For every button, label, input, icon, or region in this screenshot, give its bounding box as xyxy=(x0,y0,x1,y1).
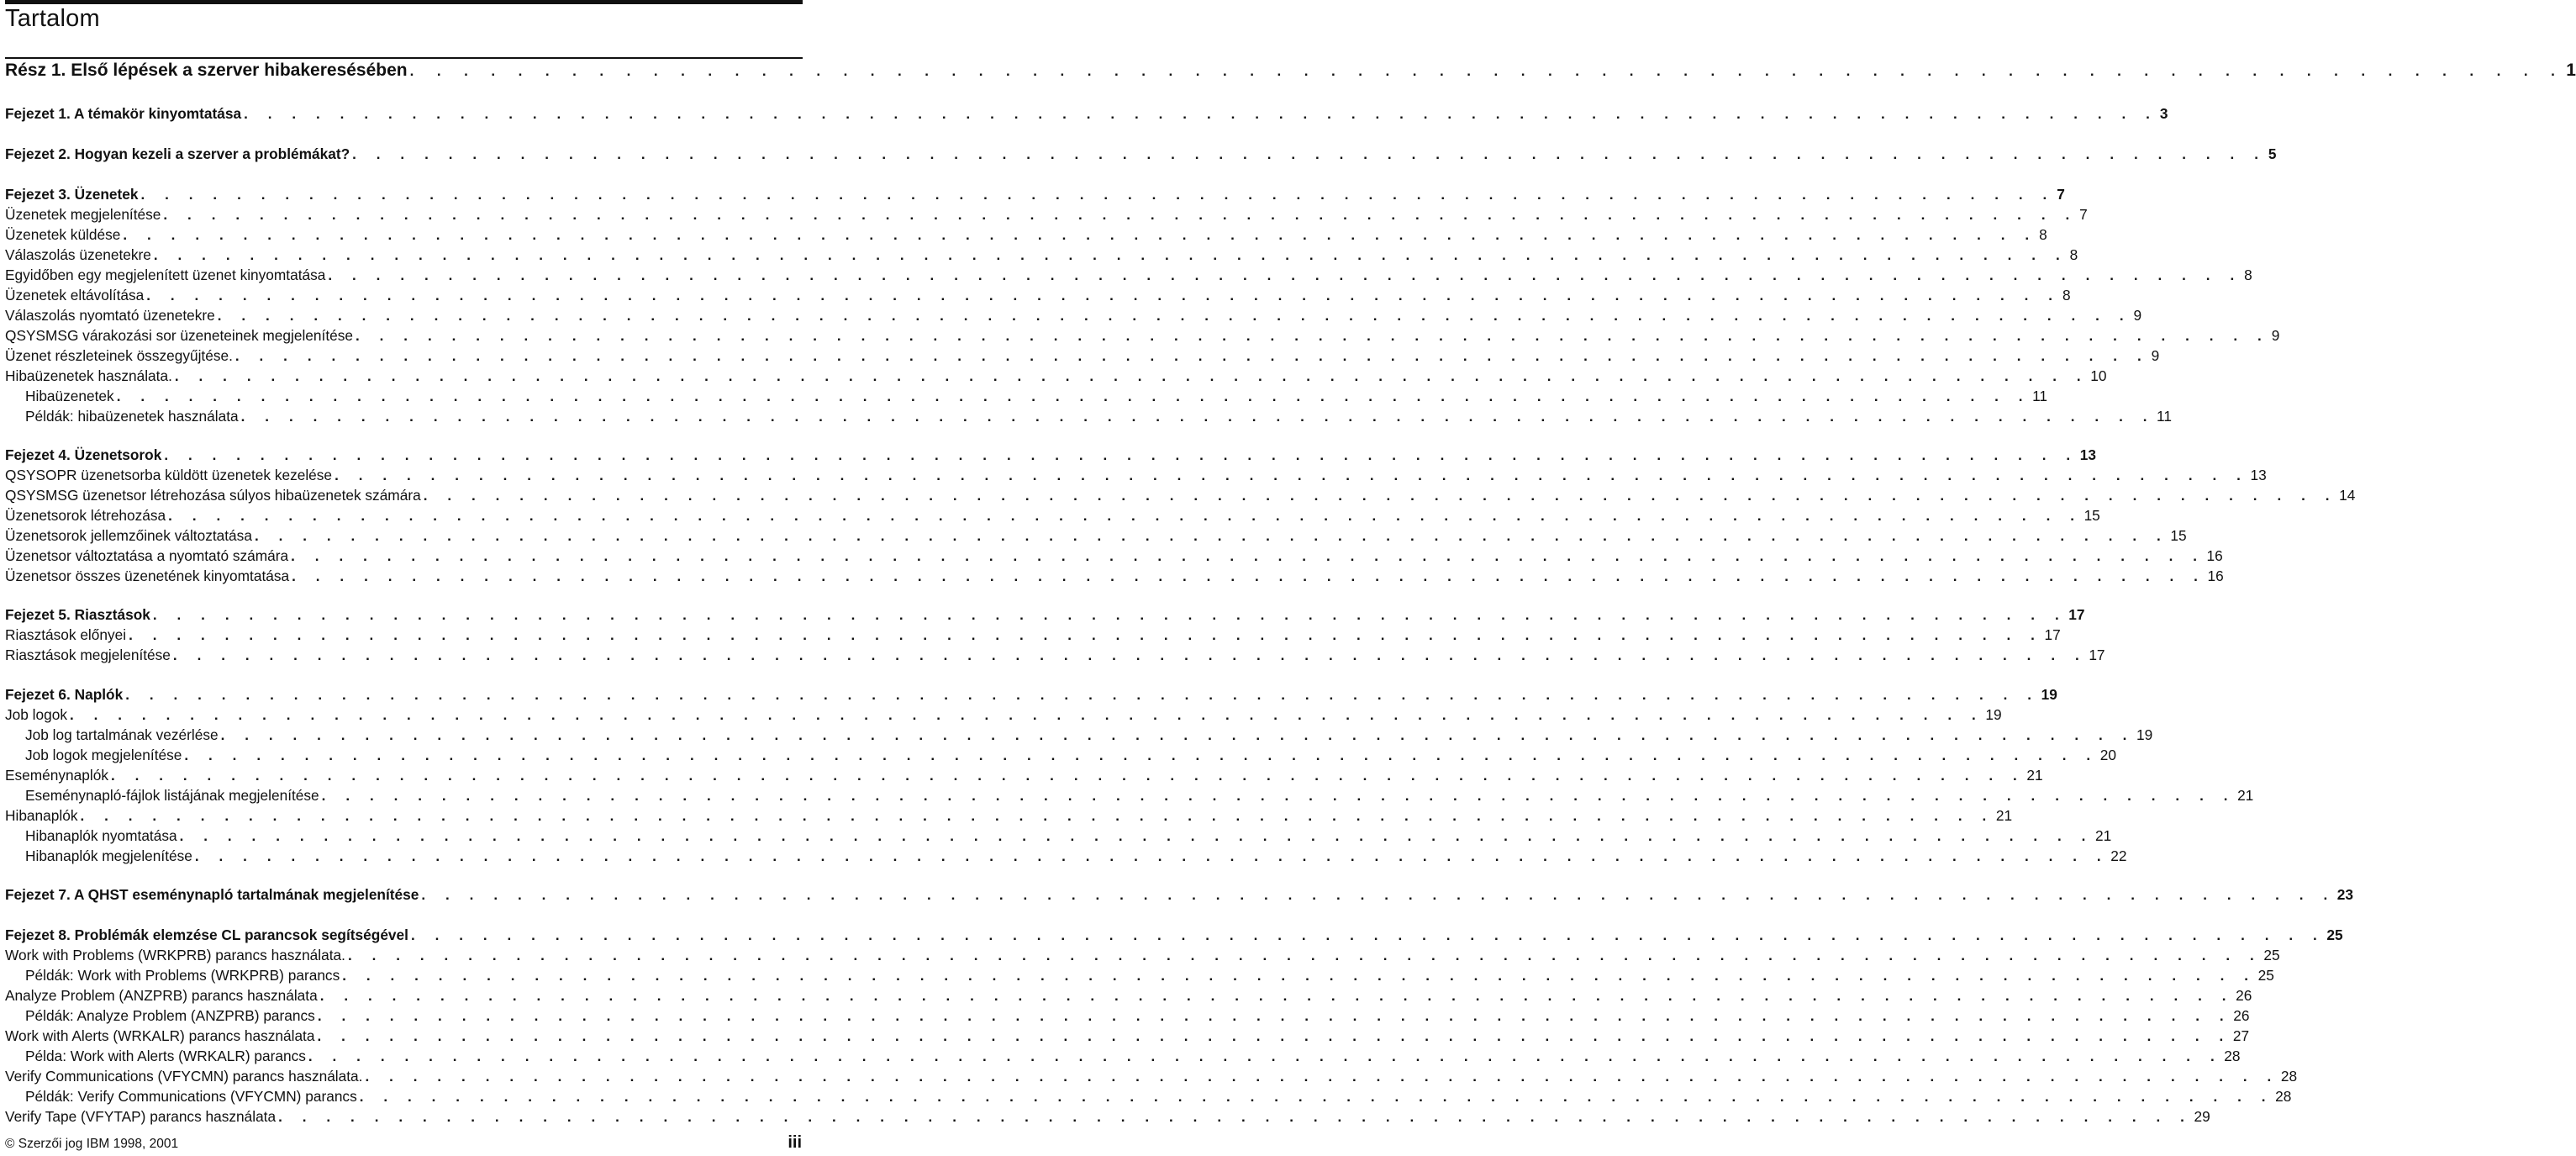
dot-leader: . . . . . . . . . . . . . . . . . . . . . . . . . . . . . . . . . . . . . . . . . . . . . . . . . . . . . . . . . . . . . . . . . . . . . . . . . . . . . . . . xyxy=(359,1089,2274,1105)
toc-entry-label: Üzenetsorok létrehozása xyxy=(5,507,166,524)
toc-subentry[interactable] xyxy=(25,785,2254,805)
dot-leader: . . . . . . . . . . . . . . . . . . . . . . . . . . . . . . . . . . . . . . . . . . . . . . . . . . . . . . . . . . . . . . . . . . . . . . . . . . . . . . . . xyxy=(80,808,1994,824)
dot-leader: . . . . . . . . . . . . . . . . . . . . . . . . . . . . . . . . . . . . . . . . . . . . . . . . . . . . . . . . . . . . . . . . . . . . . . . . . . . . . . . . xyxy=(421,887,2336,903)
dot-leader: . . . . . . . . . . . . . . . . . . . . . . . . . . . . . . . . . . . . . . . . . . . . . . . . . . . . . . . . . . . . . . . . . . . . . . . . . . . . . . . . xyxy=(164,447,2078,463)
toc-entry-label: Job logok megjelenítése xyxy=(25,747,182,763)
toc-entry[interactable] xyxy=(5,224,2047,245)
toc-entry-label: Üzenetsorok jellemzőinek változtatása xyxy=(5,527,252,544)
copyright-notice: © Szerzői jog IBM 1998, 2001 xyxy=(5,1137,179,1151)
toc-entry-label: Job log tartalmának vezérlése xyxy=(25,726,219,743)
toc-entry[interactable] xyxy=(5,485,2356,505)
dot-leader: . . . . . . . . . . . . . . . . . . . . . . . . . . . . . . . . . . . . . . . . . . . . . . . . . . . . . . . . . . . . . . . . . . . . . . . . . . . . . . . . xyxy=(184,747,2099,763)
toc-entry-label: Hibanaplók nyomtatása xyxy=(25,827,177,844)
dot-leader: . . . . . . . . . . . . . . . . . . . . . . . . . . . . . . . . . . . . . . . . . . . . . . . . . . . . . . . . . . . . . . . . . . . . . . . . . . . . . . . . xyxy=(342,968,2257,984)
toc-entry-page: 25 xyxy=(2263,947,2280,963)
toc-entry-label: Riasztások előnyei xyxy=(5,626,127,643)
toc-entry-label: Fejezet 4. Üzenetsorok xyxy=(5,446,162,463)
toc-entry-label: Job logok xyxy=(5,706,67,723)
toc-entry-label: Fejezet 3. Üzenetek xyxy=(5,186,139,203)
toc-entry-page: 26 xyxy=(2236,987,2252,1004)
toc-entry[interactable] xyxy=(5,305,2142,325)
toc-entry-label: QSYSMSG üzenetsor létrehozása súlyos hibaüzenetek számára xyxy=(5,487,421,504)
toc-entry-label: Üzenetek eltávolítása xyxy=(5,287,145,304)
toc-entry-label: Példák: Work with Problems (WRKPRB) parancs xyxy=(25,967,340,984)
toc-entry[interactable] xyxy=(5,525,2187,546)
dot-leader: . . . . . . . . . . . . . . . . . . . . . . . . . . . . . . . . . . . . . . . . . . . . . . . . . . . . . . . . . . . . . . . . . . . . . . . . . . . . . . . . xyxy=(409,63,2565,79)
toc-entry-label: Fejezet 5. Riasztások xyxy=(5,606,150,623)
toc-entry-label: Üzenetek megjelenítése xyxy=(5,206,161,223)
dot-leader: . . . . . . . . . . . . . . . . . . . . . . . . . . . . . . . . . . . . . . . . . . . . . . . . . . . . . . . . . . . . . . . . . . . . . . . . . . . . . . . . xyxy=(129,627,2043,643)
toc-subentry[interactable] xyxy=(25,1086,2292,1106)
page-title: Tartalom xyxy=(5,5,100,32)
toc-entry-label: Riasztások megjelenítése xyxy=(5,647,171,663)
toc-entry-label: Fejezet 1. A témakör kinyomtatása xyxy=(5,105,242,122)
dot-leader: . . . . . . . . . . . . . . . . . . . . . . . . . . . . . . . . . . . . . . . . . . . . . . . . . . . . . . . . . . . . . . . . . . . . . . . . . . . . . . . . xyxy=(153,247,2068,263)
toc-entry-page: 21 xyxy=(2237,787,2254,804)
toc-entry-page: 9 xyxy=(2271,327,2280,344)
dot-leader: . . . . . . . . . . . . . . . . . . . . . . . . . . . . . . . . . . . . . . . . . . . . . . . . . . . . . . . . . . . . . . . . . . . . . . . . . . . . . . . . xyxy=(291,548,2205,564)
toc-entry-page: 21 xyxy=(2026,767,2043,784)
toc-entry-label: Hibaüzenetek xyxy=(25,388,114,404)
toc-entry-label: Hibanaplók megjelenítése xyxy=(25,847,192,864)
dot-leader: . . . . . . . . . . . . . . . . . . . . . . . . . . . . . . . . . . . . . . . . . . . . . . . . . . . . . . . . . . . . . . . . . . . . . . . . . . . . . . . . xyxy=(116,388,2031,404)
toc-entry-page: 23 xyxy=(2336,886,2354,903)
toc-entry-page: 1 xyxy=(2566,61,2576,80)
toc-entry-page: 19 xyxy=(2136,726,2153,743)
toc-entry[interactable] xyxy=(5,805,2013,826)
toc-entry-page: 15 xyxy=(2083,507,2100,524)
toc-entry-label: Példák: Analyze Problem (ANZPRB) parancs xyxy=(25,1007,315,1024)
toc-entry[interactable] xyxy=(5,765,2043,785)
toc-entry[interactable] xyxy=(5,566,2224,586)
toc-entry-label: Válaszolás nyomtató üzenetekre xyxy=(5,307,215,324)
dot-leader: . . . . . . . . . . . . . . . . . . . . . . . . . . . . . . . . . . . . . . . . . . . . . . . . . . . . . . . . . . . . . . . . . . . . . . . . . . . . . . . . xyxy=(163,207,2078,223)
dot-leader: . . . . . . . . . . . . . . . . . . . . . . . . . . . . . . . . . . . . . . . . . . . . . . . . . . . . . . . . . . . . . . . . . . . . . . . . . . . . . . . . xyxy=(69,707,1984,723)
toc-entry-label: Fejezet 7. A QHST eseménynapló tartalmának megjelenítése xyxy=(5,886,419,903)
toc-entry[interactable] xyxy=(5,985,2252,1006)
toc-entry-chapter-5[interactable] xyxy=(5,604,2085,625)
toc-entry-chapter-6[interactable] xyxy=(5,684,2057,705)
toc-entry-page: 8 xyxy=(2062,287,2071,304)
dot-leader: . . . . . . . . . . . . . . . . . . . . . . . . . . . . . . . . . . . . . . . . . . . . . . . . . . . . . . . . . . . . . . . . . . . . . . . . . . . . . . . . xyxy=(194,848,2110,864)
toc-entry[interactable] xyxy=(5,465,2267,485)
toc-entry-chapter-7[interactable] xyxy=(5,884,2354,905)
toc-entry-page: 26 xyxy=(2233,1007,2250,1024)
page-number: iii xyxy=(788,1133,802,1152)
toc-entry-chapter-8[interactable] xyxy=(5,925,2343,945)
toc-entry-page: 11 xyxy=(2157,408,2172,425)
toc-subentry[interactable] xyxy=(25,826,2112,846)
dot-leader: . . . . . . . . . . . . . . . . . . . . . . . . . . . . . . . . . . . . . . . . . . . . . . . . . . . . . . . . . . . . . . . . . . . . . . . . . . . . . . . . xyxy=(335,467,2249,483)
toc-entry-page: 9 xyxy=(2151,347,2160,364)
dot-leader: . . . . . . . . . . . . . . . . . . . . . . . . . . . . . . . . . . . . . . . . . . . . . . . . . . . . . . . . . . . . . . . . . . . . . . . . . . . . . . . . xyxy=(410,927,2326,943)
toc-entry-page: 21 xyxy=(2095,827,2112,844)
toc-entry[interactable] xyxy=(5,346,2160,366)
toc-entry[interactable] xyxy=(5,945,2280,965)
toc-entry-label: Work with Problems (WRKPRB) parancs használata. xyxy=(5,947,345,963)
toc-entry-label: Példák: Verify Communications (VFYCMN) parancs xyxy=(25,1088,357,1105)
toc-entry-page: 28 xyxy=(2275,1088,2292,1105)
toc-entry[interactable] xyxy=(5,204,2088,224)
dot-leader: . . . . . . . . . . . . . . . . . . . . . . . . . . . . . . . . . . . . . . . . . . . . . . . . . . . . . . . . . . . . . . . . . . . . . . . . . . . . . . . . xyxy=(146,288,2061,304)
toc-entry[interactable] xyxy=(5,1066,2298,1086)
toc-entry[interactable] xyxy=(5,1106,2210,1127)
dot-leader: . . . . . . . . . . . . . . . . . . . . . . . . . . . . . . . . . . . . . . . . . . . . . . . . . . . . . . . . . . . . . . . . . . . . . . . . . . . . . . . . xyxy=(220,727,2135,743)
toc-entry-chapter-2[interactable] xyxy=(5,144,2277,164)
toc-entry-page: 28 xyxy=(2224,1048,2241,1064)
toc-entry-label: Verify Tape (VFYTAP) parancs használata xyxy=(5,1108,277,1125)
toc-entry[interactable] xyxy=(5,645,2105,665)
dot-leader: . . . . . . . . . . . . . . . . . . . . . . . . . . . . . . . . . . . . . . . . . . . . . . . . . . . . . . . . . . . . . . . . . . . . . . . . . . . . . . . . xyxy=(125,687,2040,703)
toc-entry-label: Üzenetsor összes üzenetének kinyomtatása xyxy=(5,567,290,584)
toc-entry[interactable] xyxy=(5,245,2078,265)
toc-entry-page: 17 xyxy=(2089,647,2105,663)
toc-entry-page: 28 xyxy=(2280,1068,2298,1085)
toc-entry-page: 21 xyxy=(1995,807,2013,824)
toc-entry-page: 8 xyxy=(2069,246,2078,263)
dot-leader: . . . . . . . . . . . . . . . . . . . . . . . . . . . . . . . . . . . . . . . . . . . . . . . . . . . . . . . . . . . . . . . . . . . . . . . . . . . . . . . . xyxy=(152,607,2068,623)
dot-leader: . . . . . . . . . . . . . . . . . . . . . . . . . . . . . . . . . . . . . . . . . . . . . . . . . . . . . . . . . . . . . . . . . . . . . . . . . . . . . . . . xyxy=(172,647,2088,663)
dot-leader: . . . . . . . . . . . . . . . . . . . . . . . . . . . . . . . . . . . . . . . . . . . . . . . . . . . . . . . . . . . . . . . . . . . . . . . . . . . . . . . . xyxy=(319,988,2235,1004)
toc-entry-label: Rész 1. Első lépések a szerver hibakeresésében xyxy=(5,61,408,80)
toc-entry-page: 15 xyxy=(2170,527,2187,544)
toc-entry-page: 19 xyxy=(1985,706,2002,723)
dot-leader: . . . . . . . . . . . . . . . . . . . . . . . . . . . . . . . . . . . . . . . . . . . . . . . . . . . . . . . . . . . . . . . . . . . . . . . . . . . . . . . . xyxy=(356,328,2270,344)
toc-entry-page: 3 xyxy=(2159,105,2168,122)
dot-leader: . . . . . . . . . . . . . . . . . . . . . . . . . . . . . . . . . . . . . . . . . . . . . . . . . . . . . . . . . . . . . . . . . . . . . . . . . . . . . . . . xyxy=(110,768,2026,784)
toc-entry[interactable] xyxy=(5,625,2061,645)
dot-leader: . . . . . . . . . . . . . . . . . . . . . . . . . . . . . . . . . . . . . . . . . . . . . . . . . . . . . . . . . . . . . . . . . . . . . . . . . . . . . . . . xyxy=(240,409,2156,425)
dot-leader: . . . . . . . . . . . . . . . . . . . . . . . . . . . . . . . . . . . . . . . . . . . . . . . . . . . . . . . . . . . . . . . . . . . . . . . . . . . . . . . . xyxy=(321,788,2236,804)
toc-entry[interactable] xyxy=(5,366,2107,386)
toc-entry-page: 17 xyxy=(2068,606,2085,623)
toc-entry-page: 9 xyxy=(2133,307,2142,324)
toc-entry-page: 29 xyxy=(2194,1108,2210,1125)
toc-subentry[interactable] xyxy=(25,846,2127,866)
toc-subentry[interactable] xyxy=(25,1046,2241,1066)
toc-entry-label: Eseménynaplók xyxy=(5,767,108,784)
toc-entry-label: Eseménynapló-fájlok listájának megjelenítése xyxy=(25,787,319,804)
toc-entry-chapter-4[interactable] xyxy=(5,445,2096,465)
toc-entry[interactable] xyxy=(5,1026,2250,1046)
toc-entry-page: 20 xyxy=(2099,747,2116,763)
toc-entry-page: 27 xyxy=(2232,1027,2250,1044)
toc-entry-label: QSYSOPR üzenetsorba küldött üzenetek kezelése xyxy=(5,467,333,483)
dot-leader: . . . . . . . . . . . . . . . . . . . . . . . . . . . . . . . . . . . . . . . . . . . . . . . . . . . . . . . . . . . . . . . . . . . . . . . . . . . . . . . . xyxy=(352,146,2267,162)
toc-entry[interactable] xyxy=(5,505,2100,525)
toc-entry-label: Analyze Problem (ANZPRB) parancs használata xyxy=(5,987,318,1004)
toc-entry-label: Üzenetsor változtatása a nyomtató számára xyxy=(5,547,289,564)
toc-subentry[interactable] xyxy=(25,725,2153,745)
dot-leader: . . . . . . . . . . . . . . . . . . . . . . . . . . . . . . . . . . . . . . . . . . . . . . . . . . . . . . . . . . . . . . . . . . . . . . . . . . . . . . . . xyxy=(317,1008,2232,1024)
toc-entry[interactable] xyxy=(5,325,2280,346)
toc-entry-label: Fejezet 2. Hogyan kezeli a szerver a problémákat? xyxy=(5,145,350,162)
toc-entry-page: 13 xyxy=(2250,467,2267,483)
dot-leader: . . . . . . . . . . . . . . . . . . . . . . . . . . . . . . . . . . . . . . . . . . . . . . . . . . . . . . . . . . . . . . . . . . . . . . . . . . . . . . . . xyxy=(328,267,2242,283)
toc-entry-label: Példák: hibaüzenetek használata xyxy=(25,408,239,425)
toc-entry[interactable] xyxy=(5,705,2002,725)
toc-entry-page: 25 xyxy=(2326,926,2343,943)
toc-entry-chapter-1[interactable] xyxy=(5,103,2168,124)
toc-entry-page: 10 xyxy=(2090,367,2107,384)
toc-entry[interactable] xyxy=(5,265,2252,285)
toc-entry-page: 25 xyxy=(2257,967,2274,984)
dot-leader: . . . . . . . . . . . . . . . . . . . . . . . . . . . . . . . . . . . . . . . . . . . . . . . . . . . . . . . . . . . . . . . . . . . . . . . . . . . . . . . . xyxy=(292,568,2206,584)
toc-entry-label: Válaszolás üzenetekre xyxy=(5,246,151,263)
dot-leader: . . . . . . . . . . . . . . . . . . . . . . . . . . . . . . . . . . . . . . . . . . . . . . . . . . . . . . . . . . . . . . . . . . . . . . . . . . . . . . . . xyxy=(347,947,2263,963)
dot-leader: . . . . . . . . . . . . . . . . . . . . . . . . . . . . . . . . . . . . . . . . . . . . . . . . . . . . . . . . . . . . . . . . . . . . . . . . . . . . . . . . xyxy=(317,1028,2231,1044)
toc-subentry[interactable] xyxy=(25,386,2048,406)
dot-leader: . . . . . . . . . . . . . . . . . . . . . . . . . . . . . . . . . . . . . . . . . . . . . . . . . . . . . . . . . . . . . . . . . . . . . . . . . . . . . . . . xyxy=(308,1048,2223,1064)
toc-entry-page: 11 xyxy=(2032,388,2048,404)
toc-entry-page: 8 xyxy=(2039,226,2047,243)
toc-entry-page: 16 xyxy=(2206,547,2223,564)
toc-entry-page: 7 xyxy=(2079,206,2088,223)
dot-leader: . . . . . . . . . . . . . . . . . . . . . . . . . . . . . . . . . . . . . . . . . . . . . . . . . . . . . . . . . . . . . . . . . . . . . . . . . . . . . . . . xyxy=(365,1069,2279,1085)
dot-leader: . . . . . . . . . . . . . . . . . . . . . . . . . . . . . . . . . . . . . . . . . . . . . . . . . . . . . . . . . . . . . . . . . . . . . . . . . . . . . . . . xyxy=(168,508,2083,524)
toc-subentry[interactable] xyxy=(25,1006,2250,1026)
toc-entry-page: 17 xyxy=(2044,626,2061,643)
toc-entry-chapter-3[interactable] xyxy=(5,184,2065,204)
dot-leader: . . . . . . . . . . . . . . . . . . . . . . . . . . . . . . . . . . . . . . . . . . . . . . . . . . . . . . . . . . . . . . . . . . . . . . . . . . . . . . . . xyxy=(140,187,2055,203)
toc-entry-label: Hibaüzenetek használata. xyxy=(5,367,172,384)
toc-subentry[interactable] xyxy=(25,406,2172,426)
dot-leader: . . . . . . . . . . . . . . . . . . . . . . . . . . . . . . . . . . . . . . . . . . . . . . . . . . . . . . . . . . . . . . . . . . . . . . . . . . . . . . . . xyxy=(174,368,2089,384)
toc-entry-page: 8 xyxy=(2244,267,2252,283)
toc-entry-label: Példa: Work with Alerts (WRKALR) parancs xyxy=(25,1048,306,1064)
dot-leader: . . . . . . . . . . . . . . . . . . . . . . . . . . . . . . . . . . . . . . . . . . . . . . . . . . . . . . . . . . . . . . . . . . . . . . . . . . . . . . . . xyxy=(217,308,2132,324)
toc-entry-label: Work with Alerts (WRKALR) parancs használata xyxy=(5,1027,315,1044)
toc-entry-label: Egyidőben egy megjelenített üzenet kinyomtatása xyxy=(5,267,326,283)
toc-entry-page: 16 xyxy=(2207,567,2224,584)
toc-entry-label: Verify Communications (VFYCMN) parancs használata. xyxy=(5,1068,363,1085)
toc-entry-label: Fejezet 8. Problémák elemzése CL parancsok segítségével xyxy=(5,926,408,943)
dot-leader: . . . . . . . . . . . . . . . . . . . . . . . . . . . . . . . . . . . . . . . . . . . . . . . . . . . . . . . . . . . . . . . . . . . . . . . . . . . . . . . . xyxy=(234,348,2150,364)
toc-entry-page: 13 xyxy=(2079,446,2096,463)
toc-entry[interactable] xyxy=(5,285,2071,305)
toc-entry-label: QSYSMSG várakozási sor üzeneteinek megjelenítése xyxy=(5,327,353,344)
toc-entry-page: 7 xyxy=(2057,186,2065,203)
dot-leader: . . . . . . . . . . . . . . . . . . . . . . . . . . . . . . . . . . . . . . . . . . . . . . . . . . . . . . . . . . . . . . . . . . . . . . . . . . . . . . . . xyxy=(254,528,2169,544)
toc-entry-label: Üzenetek küldése xyxy=(5,226,121,243)
toc-entry-label: Fejezet 6. Naplók xyxy=(5,686,124,703)
toc-entry-page: 14 xyxy=(2339,487,2356,504)
toc-subentry[interactable] xyxy=(25,745,2116,765)
toc-entry-label: Üzenet részleteinek összegyűjtése. xyxy=(5,347,233,364)
toc-entry-page: 19 xyxy=(2041,686,2057,703)
dot-leader: . . . . . . . . . . . . . . . . . . . . . . . . . . . . . . . . . . . . . . . . . . . . . . . . . . . . . . . . . . . . . . . . . . . . . . . . . . . . . . . . xyxy=(123,227,2037,243)
dot-leader: . . . . . . . . . . . . . . . . . . . . . . . . . . . . . . . . . . . . . . . . . . . . . . . . . . . . . . . . . . . . . . . . . . . . . . . . . . . . . . . . xyxy=(244,106,2158,122)
dot-leader: . . . . . . . . . . . . . . . . . . . . . . . . . . . . . . . . . . . . . . . . . . . . . . . . . . . . . . . . . . . . . . . . . . . . . . . . . . . . . . . . xyxy=(278,1109,2193,1125)
dot-leader: . . . . . . . . . . . . . . . . . . . . . . . . . . . . . . . . . . . . . . . . . . . . . . . . . . . . . . . . . . . . . . . . . . . . . . . . . . . . . . . . xyxy=(423,488,2338,504)
dot-leader: . . . . . . . . . . . . . . . . . . . . . . . . . . . . . . . . . . . . . . . . . . . . . . . . . . . . . . . . . . . . . . . . . . . . . . . . . . . . . . . . xyxy=(179,828,2094,844)
toc-entry-page: 22 xyxy=(2110,847,2127,864)
toc-entry-part-1[interactable] xyxy=(5,59,2576,82)
toc-subentry[interactable] xyxy=(25,965,2274,985)
toc-entry[interactable] xyxy=(5,546,2223,566)
toc-entry-label: Hibanaplók xyxy=(5,807,78,824)
toc-entry-page: 5 xyxy=(2268,145,2277,162)
